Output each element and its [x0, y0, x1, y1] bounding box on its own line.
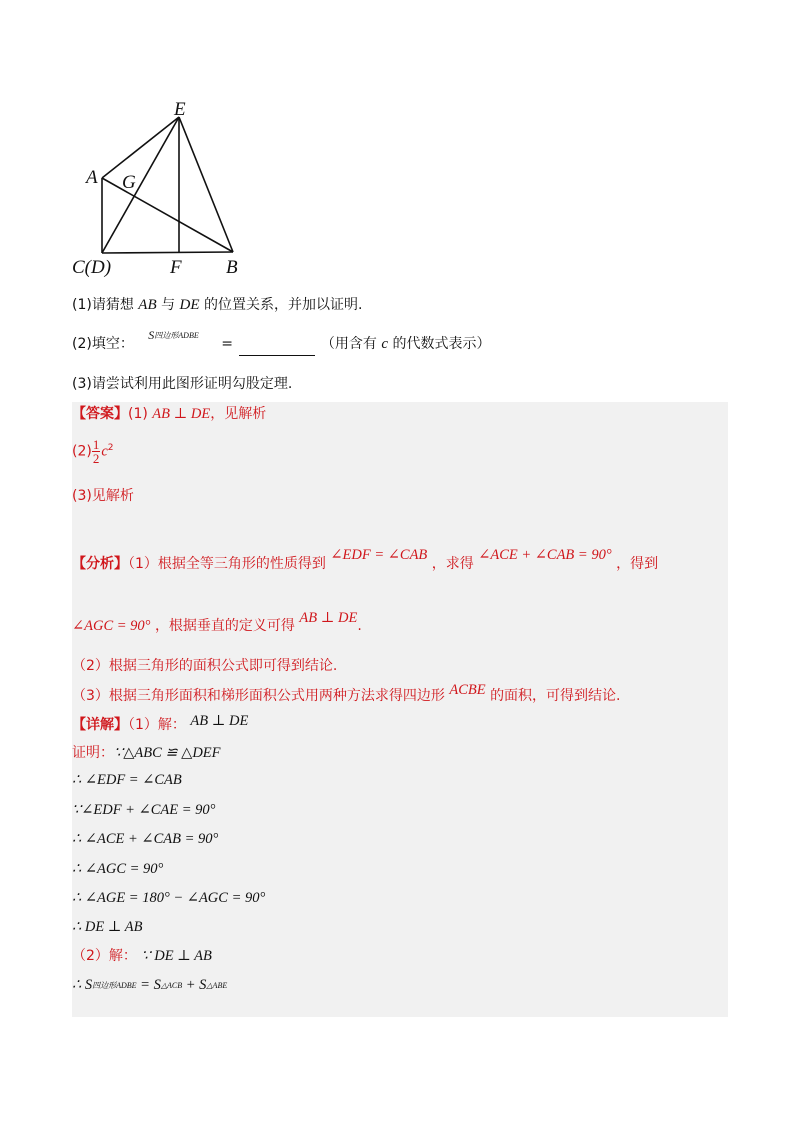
proof-l3: ∵∠EDF + ∠CAE = 90°: [72, 802, 216, 818]
proof-line-5: [72, 888, 265, 908]
proof-l8c: + S: [182, 977, 207, 993]
proof-label: 证明：: [72, 745, 114, 761]
triangle-diagram: [60, 95, 280, 285]
answer-2-exp: 2: [107, 443, 114, 453]
detail-2-math: ∵ DE ⊥ AB: [141, 948, 212, 964]
proof-l8-sub2: △ACB: [160, 981, 183, 990]
q1-prefix: (1)请猜想: [72, 297, 134, 313]
analysis-4b: 的面积，可得到结论.: [490, 688, 621, 704]
q2-sub: 四边形ADBE: [154, 331, 199, 340]
label-f: F: [170, 257, 182, 278]
label-cd: C(D): [72, 257, 112, 278]
detail-line-2: [72, 946, 212, 966]
segment-ae: [102, 117, 179, 178]
proof-l1: ∵△ABC ≌ △DEF: [114, 745, 221, 761]
proof-l4: ∴ ∠ACE + ∠CAB = 90°: [72, 831, 219, 847]
analysis-line-3: [72, 656, 337, 676]
proof-line-7: [72, 975, 227, 997]
analysis-line-4: [72, 682, 621, 706]
answer-2-prefix: (2): [72, 443, 92, 460]
label-b: B: [226, 257, 238, 278]
q2-c: c: [381, 336, 389, 352]
label-a: A: [86, 167, 98, 188]
analysis-4a: （3）根据三角形面积和梯形面积公式用两种方法求得四边形: [72, 688, 445, 704]
proof-l8-sub1: 四边形ADBE: [92, 981, 137, 990]
answer-line-1: [72, 404, 266, 424]
label-g: G: [122, 172, 136, 193]
detail-tag: 【详解】: [72, 717, 128, 733]
answer-1-math: AB ⊥ DE: [152, 406, 211, 422]
analysis-line-2: [72, 610, 362, 636]
proof-line-1: [72, 770, 182, 790]
proof-line-3: [72, 829, 218, 849]
answer-line-3: [72, 486, 134, 506]
proof-l7: ∴ DE ⊥ AB: [72, 919, 143, 935]
segment-eb: [179, 117, 233, 252]
q2-suffix2: 的代数式表示）: [392, 336, 491, 352]
answer-line-2: [72, 438, 114, 465]
q2-suffix: （用含有: [320, 336, 377, 352]
analysis-line-1: [72, 547, 659, 574]
analysis-1c: ，得到: [616, 556, 659, 572]
detail-line-1: [72, 715, 248, 735]
q2-s: S: [148, 328, 155, 342]
q3-text: (3)请尝试利用此图形证明勾股定理.: [72, 376, 293, 392]
proof-l5: ∴ ∠AGC = 90°: [72, 861, 164, 877]
q1-mid: 与: [161, 297, 176, 313]
analysis-3: （2）根据三角形的面积公式即可得到结论.: [72, 658, 338, 674]
question-2: [72, 328, 491, 356]
proof-line-6: [72, 917, 143, 937]
answer-tag: 【答案】: [72, 406, 128, 422]
analysis-4-math: ACBE: [449, 682, 486, 698]
q1-ab: AB: [138, 297, 157, 313]
q1-de: DE: [179, 297, 200, 313]
detail-2a: （2）解：: [72, 948, 137, 964]
analysis-2b: .: [357, 618, 362, 634]
geometry-figure: [60, 95, 280, 285]
analysis-1-math2: ∠ACE + ∠CAB = 90°: [478, 547, 612, 563]
answer-2-var: c: [101, 443, 108, 460]
analysis-2-math2: AB ⊥ DE: [299, 610, 358, 626]
analysis-2a: ，根据垂直的定义可得: [154, 618, 295, 634]
proof-line-0: [72, 743, 221, 763]
q2-area-symbol: [148, 327, 198, 343]
solution-panel: [72, 402, 728, 1017]
question-1: [72, 295, 362, 315]
analysis-1b: ，求得: [431, 556, 474, 572]
q2-prefix: (2)填空：: [72, 336, 134, 352]
analysis-1a: （1）根据全等三角形的性质得到: [128, 556, 326, 572]
answer-3: (3)见解析: [72, 488, 134, 504]
analysis-1-math1: ∠EDF = ∠CAB: [330, 547, 428, 563]
answer-1-prefix: (1): [128, 406, 148, 422]
fraction-numerator: 1: [92, 437, 100, 453]
analysis-2-math1: ∠AGC = 90°: [72, 618, 151, 634]
answer-1-suffix: ，见解析: [210, 406, 267, 422]
analysis-tag: 【分析】: [72, 556, 128, 572]
segment-cb: [102, 252, 233, 253]
label-e: E: [174, 99, 186, 120]
proof-l2: ∴ ∠EDF = ∠CAB: [72, 772, 182, 788]
q2-answer-blank[interactable]: [239, 343, 315, 356]
detail-1-math: AB ⊥ DE: [190, 713, 249, 729]
proof-l6: ∴ ∠AGE = 180° − ∠AGC = 90°: [72, 890, 266, 906]
proof-line-4: [72, 859, 163, 879]
proof-line-2: [72, 800, 215, 820]
answer-2-fraction: [92, 438, 101, 465]
proof-l8-sub3: △ABE: [206, 981, 228, 990]
detail-1a: （1）解：: [128, 717, 186, 733]
fraction-denominator: 2: [92, 451, 100, 467]
question-3: [72, 374, 292, 394]
q1-suffix: 的位置关系，并加以证明.: [203, 297, 363, 313]
proof-l8a: ∴ S: [72, 977, 93, 993]
proof-l8b: = S: [136, 977, 161, 993]
q2-eq: =: [221, 336, 233, 352]
